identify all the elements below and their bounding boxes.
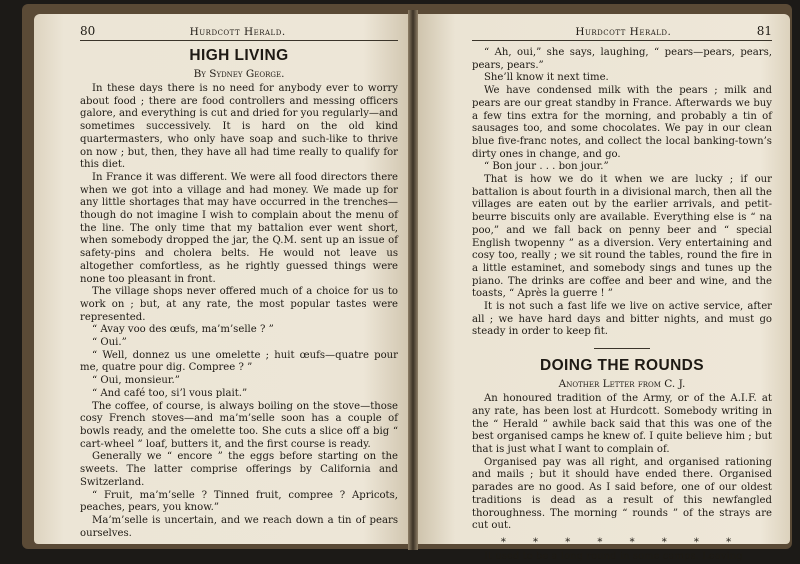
paragraph: In France it was different. We were all food directors there when we got into a village and had money. We made up for any little shortages that may have occurred in the trenches—though do not imagine I wish to complain about the menu of the line. The only time that my battalion ever went short, when somebody dropped the jar, the Q.M. sent up an issue of safety-pins and cholera belts. He would not leave us altogether comfortless, as he rightly guessed things were none too pleasant in front. [80,171,398,285]
paragraph: Organised pay was all right, and organised rationing and mails ; but it should have ended there. Organised parades are no good. As I said before, one of our oldest traditions is dead as a result of this newfangled thoroughness. The morning “ rounds ” of the strays are cut out. [472,456,772,532]
paragraph: “ Bon jour . . . bon jour.” [484,161,609,173]
paragraph: The coffee, of course, is always boiling on the stove—those cosy French stoves—and ma’m’selle soon has a couple of bowls ready, and the omelette too. She cuts a slice off a big “ cart-wheel ” loaf, butters it, and the first course is ready. [80,400,398,450]
paragraph: It is not such a fast life we live on active service, after all ; we have hard days and bitter nights, and must go steady in order to keep fit. [472,301,772,338]
paragraph: “ Well, donnez us une omelette ; huit œufs—quatre pour me, quatre pour dig. Compree ? ” [80,349,398,374]
paragraph: “ Oui.” [92,337,127,349]
article-body [472,393,772,533]
paragraph: That is how we do it when we are lucky ; if our battalion is about fourth in a divisional march, then all the villages are eaten out by the earlier arrivals, and petit-beurre biscuits only are available. Everything else is “ na poo,” and we fall back on penny beer and “ special English twopenny ” as a diversion. Very entertaining and cosy too, really ; we sit round the tables, round the fire in a little estaminet, and somebody sings and tunes up the piano. The drinks are coffee and beer and wine, and the toasts, “ Après la guerre ! ” [472,174,772,300]
book-gutter [408,10,418,550]
paragraph: She’ll know it next time. [484,72,609,84]
left-page-content [80,24,398,540]
article-title: DOING THE ROUNDS [540,357,704,375]
article-byline: By Sydney George. [193,68,285,80]
paragraph: “ And café too, si’l vous plait.” [92,387,248,399]
page-number: 81 [756,24,772,38]
paragraph: “ Avay voo des œufs, ma’m’selle ? ” [92,324,274,336]
paragraph: “ Oui, monsieur.” [92,375,180,387]
running-head-title: Hurdcott Herald. [189,26,286,38]
paragraph: Generally we “ encore ” the eggs before starting on the sweets. The latter comprise offerings by California and Switzerland. [80,451,398,488]
paragraph: In these days there is no need for anybody ever to worry about food ; there are food controllers and messing officers galore, and everything is cut and dried for you regularly—and sometimes successively. It is hard on the old kind quartermasters, who only have soap and such-like to thrive on now ; but, then, they have all had time really to qualify for this diet. [80,83,398,171]
left-running-header [80,24,398,41]
paragraph: We have condensed milk with the pears ; milk and pears are our great standby in France. Afterwards we buy a few tins extra for the morning, and probably a tin of sausages too, and some chocolates. We pay in our clean blue five-franc notes, and collect the local banking-town’s dirty ones in change, and go. [472,85,772,160]
paragraph: It used to be a long round in some camps. Leaving [484,550,743,562]
paragraph: “ Ah, oui,” she says, laughing, “ pears—pears, pears, pears, pears.” [472,47,772,71]
paragraph: “ Fruit, ma’m’selle ? Tinned fruit, compree ? Apricots, peaches, pears, you know.” [80,489,398,514]
page-number: 80 [80,24,96,38]
article-title: HIGH LIVING [189,47,289,64]
paragraph: Ma’m’selle is uncertain, and we reach down a tin of pears ourselves. [80,514,398,539]
section-divider [594,348,650,349]
running-head-title: Hurdcott Herald. [575,26,672,38]
paragraph: An honoured tradition of the Army, or of the A.I.F. at any rate, has been lost at Hurdcott. Somebody writing in the “ Herald ” awhile back said that this was one of the best organised camps he knew of. I quite believe him ; but that is just what I want to complain of. [472,393,772,455]
article-body [80,83,398,540]
paragraph: The village shops never offered much of a choice for us to work on ; but, at any rate, the most popular tastes were represented. [80,286,398,323]
right-running-header [472,24,772,41]
left-page [34,14,408,544]
right-page [418,14,790,562]
article-byline: Another Letter from C. J. [558,378,686,391]
asterisk-separator: * * * * * * * * [500,536,744,548]
continued-article-body [472,47,772,339]
right-page-content [472,24,772,564]
